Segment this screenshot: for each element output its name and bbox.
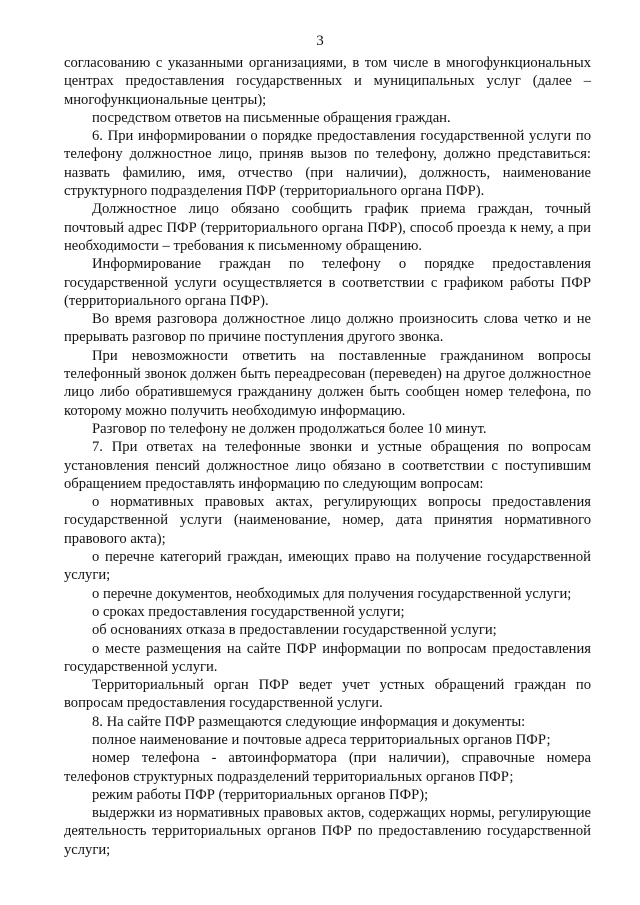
paragraph: посредством ответов на письменные обращения граждан. — [92, 109, 451, 126]
paragraph: о перечне документов, необходимых для получения государственной услуги; — [92, 585, 572, 602]
paragraph: Разговор по телефону не должен продолжаться более 10 минут. — [92, 420, 487, 437]
page-number: 3 — [316, 33, 324, 49]
paragraph: 6. При информировании о порядке предоставления государственной услуги по телефону должностное лицо, приняв вызов по телефону, должно представиться: назвать фамилию, имя, отчество (при наличии), должность, наименование структурного подразделения ПФР (территориального органа ПФР). — [64, 128, 591, 200]
paragraph: о нормативных правовых актах, регулирующих вопросы предоставления государственной услуги (наименование, номер, дата принятия нормативного правового акта); — [64, 494, 591, 547]
paragraph: 8. На сайте ПФР размещаются следующие информация и документы: — [92, 713, 526, 730]
document-body — [64, 54, 591, 859]
paragraph: Территориальный орган ПФР ведет учет устных обращений граждан по вопросам предоставления государственной услуги. — [64, 677, 591, 712]
paragraph: о сроках предоставления государственной услуги; — [92, 603, 405, 620]
paragraph: Информирование граждан по телефону о порядке предоставления государственной услуги осуществляется в соответствии с графиком работы ПФР (территориального органа ПФР). — [64, 256, 591, 309]
paragraph: о перечне категорий граждан, имеющих право на получение государственной услуги; — [64, 549, 591, 584]
paragraph: полное наименование и почтовые адреса территориальных органов ПФР; — [92, 731, 551, 748]
paragraph: об основаниях отказа в предоставлении государственной услуги; — [92, 622, 497, 639]
paragraph: выдержки из нормативных правовых актов, содержащих нормы, регулирующие деятельность территориальных органов ПФР по предоставлению государственной услуги; — [64, 805, 591, 858]
paragraph: Во время разговора должностное лицо должно произносить слова четко и не прерывать разговор по причине поступления другого звонка. — [64, 311, 591, 346]
paragraph: номер телефона - автоинформатора (при наличии), справочные номера телефонов структурных подразделений территориальных органов ПФР; — [64, 750, 591, 785]
paragraph: Должностное лицо обязано сообщить график приема граждан, точный почтовый адрес ПФР (территориального органа ПФР), способ проезда к нему, а при необходимости – требования к письменному обращению. — [64, 201, 591, 254]
paragraph: режим работы ПФР (территориальных органов ПФР); — [92, 786, 429, 803]
paragraph: согласованию с указанными организациями, в том числе в многофункциональных центрах предоставления государственных и муниципальных услуг (далее – многофункциональные центры); — [64, 55, 591, 108]
paragraph: При невозможности ответить на поставленные гражданином вопросы телефонный звонок должен быть переадресован (переведен) на другое должностное лицо либо обратившемуся гражданину должен быть сообщен номер телефона, по которому можно получить необходимую информацию. — [64, 347, 591, 419]
paragraph: о месте размещения на сайте ПФР информации по вопросам предоставления государственной услуги. — [64, 640, 591, 675]
paragraph: 7. При ответах на телефонные звонки и устные обращения по вопросам установления пенсий должностное лицо обязано в соответствии с поступившим обращением предоставлять информацию по следующим вопросам: — [64, 439, 591, 492]
